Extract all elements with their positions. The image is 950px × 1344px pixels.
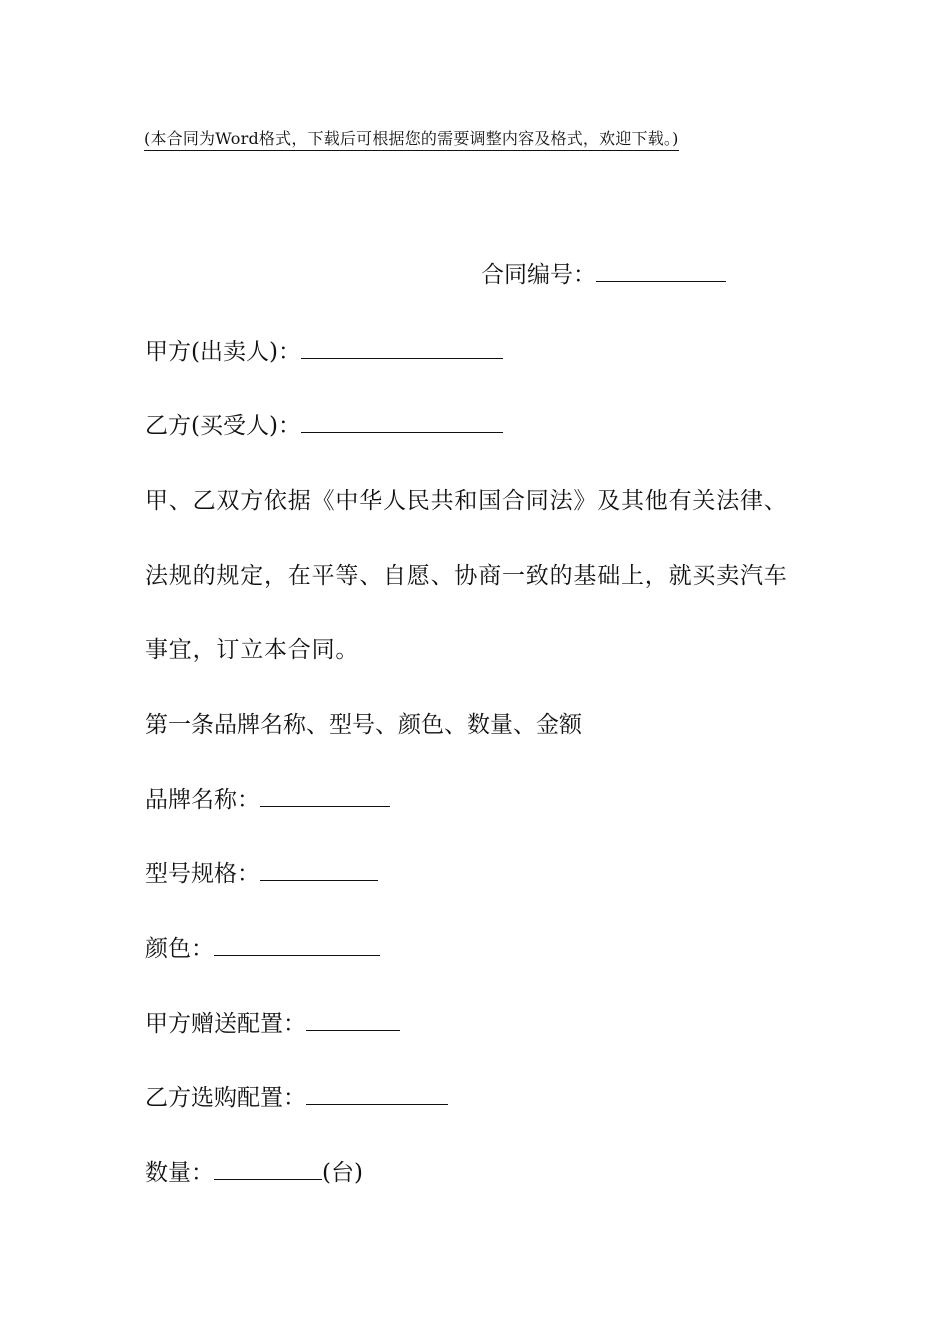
party-b-label: 乙方(买受人)： bbox=[145, 413, 301, 439]
model-line bbox=[145, 858, 378, 890]
party-b-line bbox=[145, 410, 503, 442]
color-line bbox=[145, 933, 380, 965]
quantity-unit: (台) bbox=[322, 1160, 363, 1186]
model-label: 型号规格： bbox=[145, 861, 260, 887]
brand-blank bbox=[260, 784, 390, 807]
optional-config-line bbox=[145, 1082, 448, 1114]
intro-line-3: 事宜，订立本合同。 bbox=[145, 637, 360, 663]
model-blank bbox=[260, 858, 378, 881]
contract-number-blank bbox=[596, 259, 726, 282]
gift-config-line bbox=[145, 1008, 400, 1040]
gift-config-blank bbox=[306, 1008, 400, 1031]
intro-line-2: 法规的规定，在平等、自愿、协商一致的基础上，就买卖汽车 bbox=[145, 563, 788, 589]
gift-config-label: 甲方赠送配置： bbox=[145, 1011, 306, 1037]
contract-number-line bbox=[481, 259, 726, 291]
party-a-label: 甲方(出卖人)： bbox=[145, 339, 301, 365]
party-a-line bbox=[145, 336, 503, 368]
quantity-blank bbox=[214, 1157, 322, 1180]
quantity-label: 数量： bbox=[145, 1160, 214, 1186]
optional-config-blank bbox=[306, 1082, 448, 1105]
optional-config-label: 乙方选购配置： bbox=[145, 1085, 306, 1111]
brand-label: 品牌名称： bbox=[145, 787, 260, 813]
intro-line-1: 甲、乙双方依据《中华人民共和国合同法》及其他有关法律、 bbox=[145, 488, 788, 514]
format-notice: (本合同为Word格式，下载后可根据您的需要调整内容及格式，欢迎下载。) bbox=[144, 128, 679, 151]
contract-number-label: 合同编号： bbox=[481, 262, 596, 288]
quantity-line bbox=[145, 1157, 363, 1189]
color-label: 颜色： bbox=[145, 936, 214, 962]
brand-line bbox=[145, 784, 390, 816]
party-a-blank bbox=[301, 336, 503, 359]
party-b-blank bbox=[301, 410, 503, 433]
article-1-title: 第一条品牌名称、型号、颜色、数量、金额 bbox=[145, 712, 582, 738]
color-blank bbox=[214, 933, 380, 956]
